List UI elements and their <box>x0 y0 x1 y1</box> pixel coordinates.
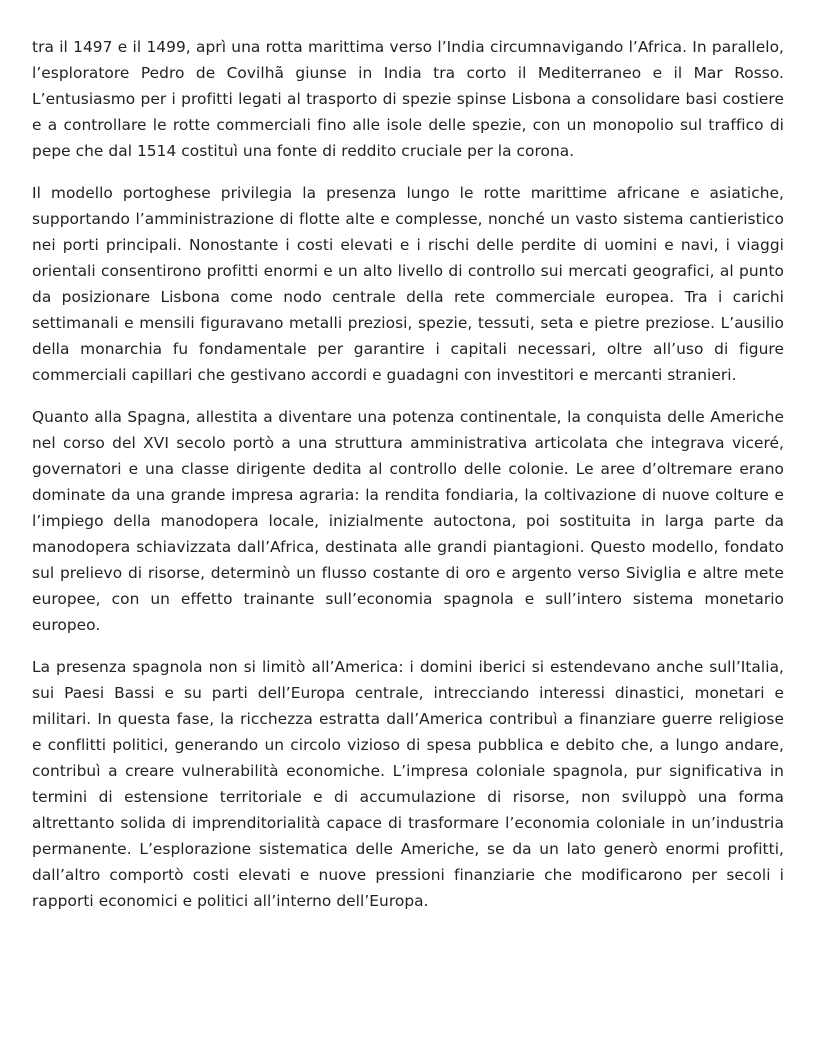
paragraph-spain-americas: Quanto alla Spagna, allestita a diventare una potenza continentale, la conquista delle Americhe nel corso del XVI secolo portò a una struttura amministrativa articolata che integrava viceré, governatori e una classe dirigente dedita al controllo delle colonie. Le aree d’oltremare erano dominate da una grande impresa agraria: la rendita fondiaria, la coltivazione di nuove colture e l’impiego della manodopera locale, inizialmente autoctona, poi sostituita in larga parte da manodopera schiavizzata dall’Africa, destinata alle grandi piantagioni. Questo modello, fondato sul prelievo di risorse, determinò un flusso costante di oro e argento verso Siviglia e altre mete europee, con un effetto trainante sull’economia spagnola e sull’intero sistema monetario europeo. <box>32 408 784 634</box>
paragraph-portuguese-model: Il modello portoghese privilegia la presenza lungo le rotte marittime africane e asiatiche, supportando l’amministrazione di flotte alte e complesse, nonché un vasto sistema cantieristico nei porti principali. Nonostante i costi elevati e i rischi delle perdite di uomini e navi, i viaggi orientali consentirono profitti enormi e un alto livello di controllo sui mercati geografici, al punto da posizionare Lisbona come nodo centrale della rete commerciale europea. Tra i carichi settimanali e mensili figuravano metalli preziosi, spezie, tessuti, seta e pietre preziose. L’ausilio della monarchia fu fondamentale per garantire i capitali necessari, oltre all’uso di figure commerciali capillari che gestivano accordi e guadagni con investitori e mercanti stranieri. <box>32 184 784 384</box>
paragraph-portuguese-route: tra il 1497 e il 1499, aprì una rotta marittima verso l’India circumnavigando l’Africa. In parallelo, l’esploratore Pedro de Covilhã giunse in India tra corto il Mediterraneo e il Mar Rosso. L’entusiasmo per i profitti legati al trasporto di spezie spinse Lisbona a consolidare basi costiere e a controllare le rotte commerciali fino alle isole delle spezie, con un monopolio sul traffico di pepe che dal 1514 costituì una fonte di reddito cruciale per la corona. <box>32 38 784 160</box>
document-page <box>32 34 784 930</box>
paragraph-spanish-presence: La presenza spagnola non si limitò all’America: i domini iberici si estendevano anche sull’Italia, sui Paesi Bassi e su parti dell’Europa centrale, intrecciando interessi dinastici, monetari e militari. In questa fase, la ricchezza estratta dall’America contribuì a finanziare guerre religiose e conflitti politici, generando un circolo vizioso di spesa pubblica e debito che, a lungo andare, contribuì a creare vulnerabilità economiche. L’impresa coloniale spagnola, pur significativa in termini di estensione territoriale e di accumulazione di risorse, non sviluppò una forma altrettanto solida di imprenditorialità capace di trasformare l’economia coloniale in un’industria permanente. L’esplorazione sistematica delle Americhe, se da un lato generò enormi profitti, dall’altro comportò costi elevati e nuove pressioni finanziarie che modificarono per secoli i rapporti economici e politici all’interno dell’Europa. <box>32 658 784 910</box>
